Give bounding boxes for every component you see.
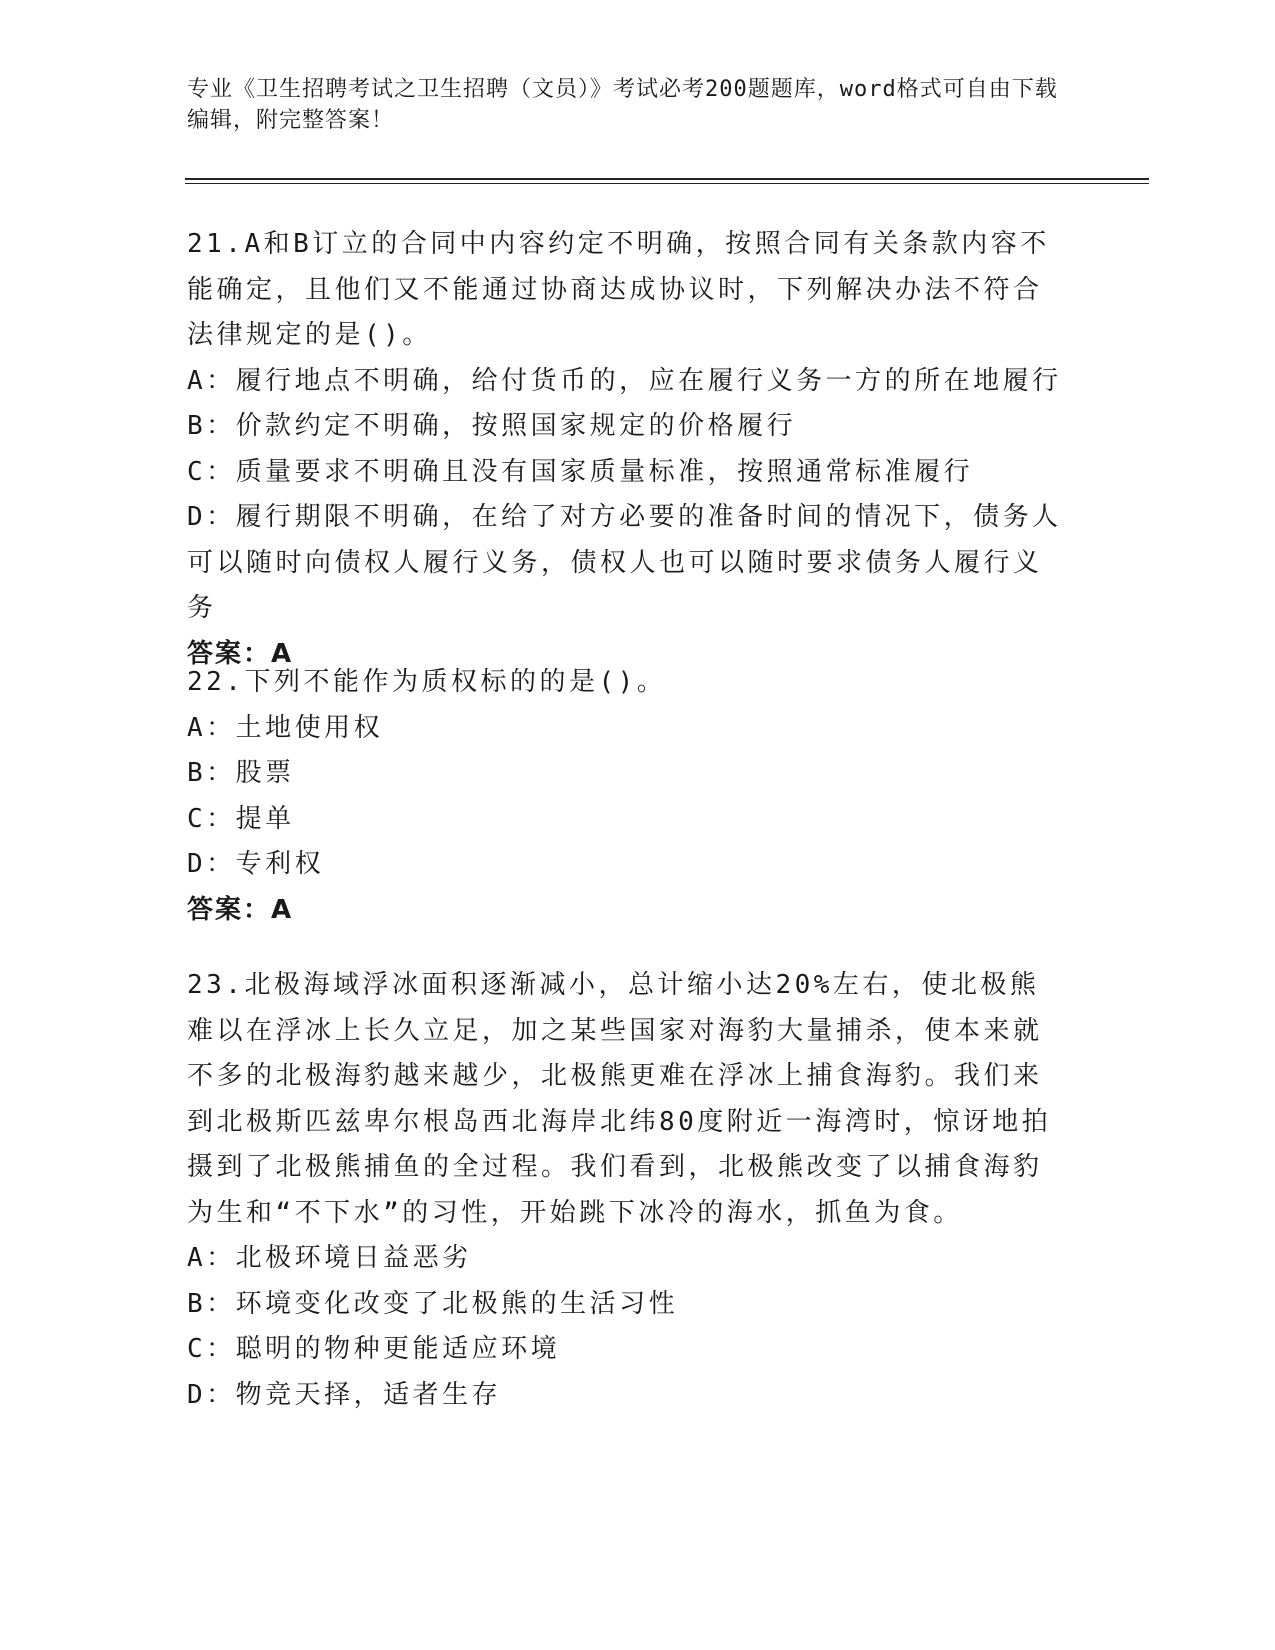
option-b: B：股票 <box>187 758 295 788</box>
option-d: D：物竞天择，适者生存 <box>187 1379 502 1410</box>
option-b: B：环境变化改变了北极熊的生活习性 <box>187 1288 679 1319</box>
option-a: A：土地使用权 <box>187 712 384 743</box>
question-23 <box>187 963 1067 1418</box>
option-a: A：北极环境日益恶劣 <box>187 1243 472 1273</box>
option-c: C：提单 <box>187 803 295 834</box>
question-text: 22.下列不能作为质权标的的是()。 <box>187 667 667 697</box>
question-22 <box>187 660 1067 933</box>
document-header: 专业《卫生招聘考试之卫生招聘（文员）》考试必考200题题库，word格式可自由下载编辑，附完整答案！ <box>187 77 1058 133</box>
option-c: C：聪明的物种更能适应环境 <box>187 1334 561 1364</box>
answer: 答案：A <box>187 894 294 925</box>
option-c: C：质量要求不明确且没有国家质量标准，按照通常标准履行 <box>187 456 974 487</box>
header-divider-bottom <box>185 183 1149 184</box>
option-d: D：专利权 <box>187 849 325 879</box>
option-d: D：履行期限不明确，在给了对方必要的准备时间的情况下，债务人可以随时向债权人履行义务，债权人也可以随时要求债务人履行义务 <box>187 502 1062 623</box>
header-divider-top <box>185 178 1149 180</box>
option-b: B：价款约定不明确，按照国家规定的价格履行 <box>187 411 797 441</box>
question-text: 21.A和B订立的合同中内容约定不明确，按照合同有关条款内容不能确定，且他们又不能通过协商达成协议时，下列解决办法不符合法律规定的是()。 <box>187 229 1050 350</box>
answer: 答案：A <box>187 638 294 669</box>
question-text: 23.北极海域浮冰面积逐渐减小，总计缩小达20%左右，使北极熊难以在浮冰上长久立足，加之某些国家对海豹大量捕杀，使本来就不多的北极海豹越来越少，北极熊更难在浮冰上捕食海豹。我们来到北极斯匹兹卑尔根岛西北海岸北纬80度附近一海湾时，惊讶地拍摄到了北极熊捕鱼的全过程。我们看到，北极熊改变了以捕食海豹为生和“不下水”的习性，开始跳下冰冷的海水，抓鱼为食。 <box>187 970 1052 1228</box>
question-21 <box>187 222 1067 677</box>
option-a: A：履行地点不明确，给付货币的，应在履行义务一方的所在地履行 <box>187 365 1062 396</box>
